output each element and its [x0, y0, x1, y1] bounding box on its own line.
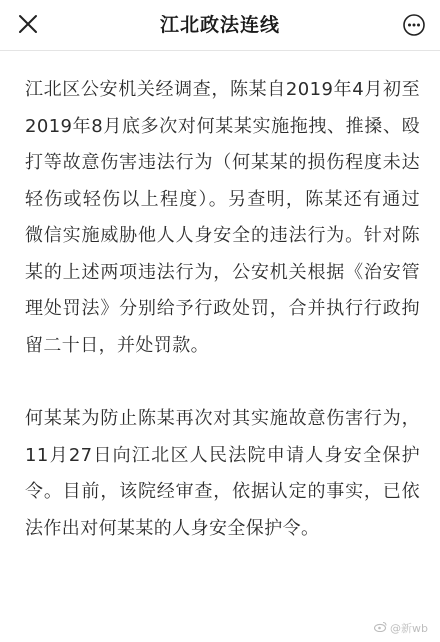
- watermark-text: @新wb: [390, 622, 428, 635]
- page-title: 江北政法连线: [159, 14, 280, 36]
- more-dots-icon[interactable]: [402, 13, 426, 37]
- top-nav-bar: [0, 0, 440, 51]
- close-icon[interactable]: [16, 12, 40, 36]
- weibo-icon: [374, 621, 387, 635]
- article-body: [25, 72, 420, 547]
- article-paragraph-1: 江北区公安机关经调查，陈某自2019年4月初至2019年8月底多次对何某某实施拖拽、推搡、殴打等故意伤害违法行为（何某某的损伤程度未达轻伤或轻伤以上程度）。另查明，陈某还有通过微信实施威胁他人人身安全的违法行为。针对陈某的上述两项违法行为，公安机关根据《治安管理处罚法》分别给予行政处罚，合并执行行政拘留二十日，并处罚款。: [25, 79, 420, 356]
- article-paragraph-2: 何某某为防止陈某再次对其实施故意伤害行为，11月27日向江北区人民法院申请人身安全保护令。目前，该院经审查，依据认定的事实，已依法作出对何某某的人身安全保护令。: [25, 408, 420, 539]
- watermark: [374, 620, 428, 636]
